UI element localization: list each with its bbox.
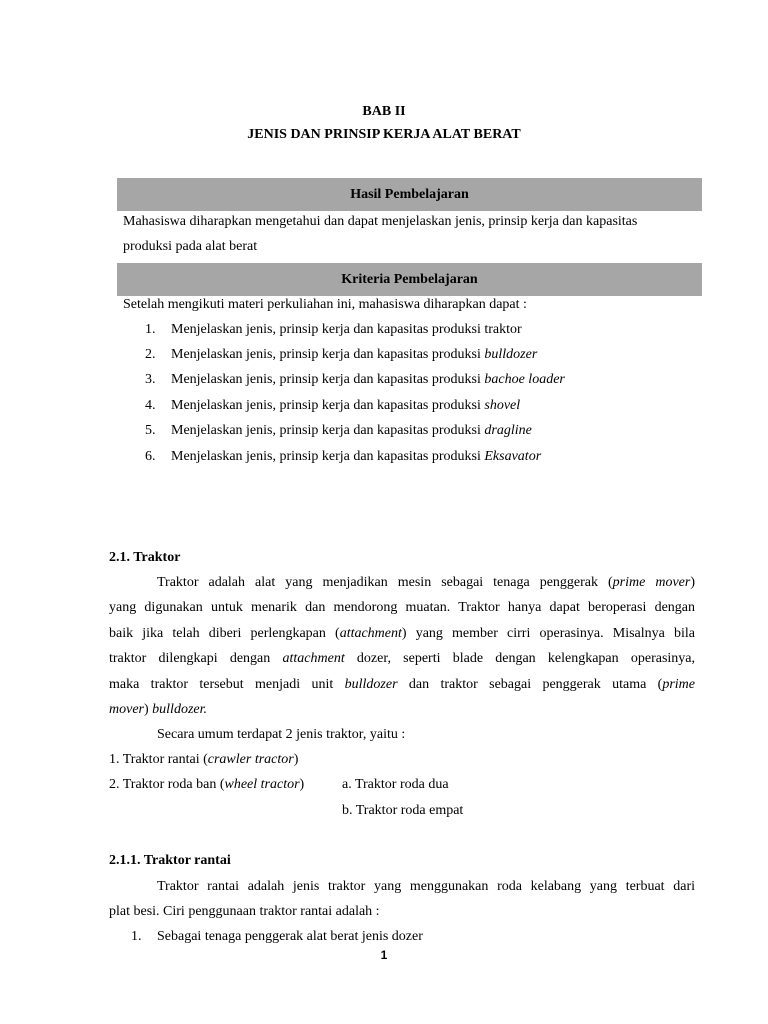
kriteria-heading: Kriteria Pembelajaran	[117, 263, 702, 296]
text-run: dozer, seperti blade dengan kelengkapan operasinya,	[344, 651, 695, 666]
kriteria-item-text: Menjelaskan jenis, prinsip kerja dan kapasitas produksi traktor	[171, 322, 522, 337]
kriteria-item	[145, 322, 522, 338]
hasil-text-line2: produksi pada alat berat	[123, 239, 258, 254]
kriteria-item-emphasis: bulldozer	[484, 347, 538, 362]
text-emphasis: mover	[109, 702, 144, 717]
text-run: maka traktor tersebut menjadi unit	[109, 677, 345, 692]
list-item	[131, 929, 423, 945]
kriteria-item-emphasis: shovel	[484, 398, 521, 413]
kriteria-item	[145, 449, 541, 465]
text-run: 1. Traktor rantai (	[109, 752, 208, 767]
kriteria-item-emphasis: Eksavator	[484, 449, 542, 464]
text-run: 2. Traktor roda ban (	[109, 777, 225, 792]
page-number: 1	[380, 948, 388, 962]
kriteria-item	[145, 347, 537, 363]
kriteria-item-text: Menjelaskan jenis, prinsip kerja dan kapasitas produksi	[171, 372, 485, 387]
section-heading-traktor-rantai: 2.1.1. Traktor rantai	[109, 853, 231, 868]
kriteria-item-text: Menjelaskan jenis, prinsip kerja dan kapasitas produksi	[171, 398, 485, 413]
text-run: dan traktor sebagai penggerak utama (	[397, 677, 663, 692]
kriteria-item-number: 2.	[145, 347, 156, 362]
kriteria-item-text: Menjelaskan jenis, prinsip kerja dan kapasitas produksi	[171, 347, 485, 362]
text-run: )	[293, 752, 299, 767]
paragraph-line	[109, 677, 695, 693]
kriteria-item	[145, 398, 520, 414]
kriteria-item-text: Menjelaskan jenis, prinsip kerja dan kapasitas produksi	[171, 423, 485, 438]
kriteria-item	[145, 372, 565, 388]
tractor-subtype-item: b. Traktor roda empat	[342, 803, 464, 818]
paragraph-line	[157, 575, 695, 591]
kriteria-item-text: Menjelaskan jenis, prinsip kerja dan kapasitas produksi	[171, 449, 485, 464]
chapter-label: BAB II	[362, 104, 406, 119]
kriteria-item-number: 6.	[145, 449, 156, 464]
paragraph-line: plat besi. Ciri penggunaan traktor rantai adalah :	[109, 904, 380, 919]
kriteria-item-emphasis: bachoe loader	[484, 372, 565, 387]
kriteria-item-number: 4.	[145, 398, 156, 413]
list-item-text: Sebagai tenaga penggerak alat berat jenis dozer	[157, 929, 423, 944]
text-emphasis: wheel tractor	[224, 777, 300, 792]
chapter-title: JENIS DAN PRINSIP KERJA ALAT BERAT	[247, 127, 521, 142]
paragraph-line: yang digunakan untuk menarik dan mendorong muatan. Traktor hanya dapat beroperasi dengan	[109, 600, 695, 615]
section-heading-traktor: 2.1. Traktor	[109, 550, 181, 565]
text-run: baik jika telah diberi perlengkapan (	[109, 626, 340, 641]
text-run: )	[144, 702, 153, 717]
hasil-heading: Hasil Pembelajaran	[117, 178, 702, 211]
tractor-type-item	[109, 752, 298, 768]
text-run: )	[299, 777, 305, 792]
paragraph-line: Traktor rantai adalah jenis traktor yang menggunakan roda kelabang yang terbuat dari	[157, 879, 695, 894]
text-emphasis: bulldozer.	[152, 702, 208, 717]
text-run: )	[690, 575, 695, 590]
text-emphasis: crawler tractor	[207, 752, 294, 767]
tractor-type-item	[109, 777, 304, 793]
hasil-text-line1: Mahasiswa diharapkan mengetahui dan dapat menjelaskan jenis, prinsip kerja dan kapasitas	[123, 214, 638, 229]
text-run: traktor dilengkapi dengan	[109, 651, 283, 666]
text-run: Traktor adalah alat yang menjadikan mesin sebagai tenaga penggerak (	[157, 575, 613, 590]
list-item-number: 1.	[131, 929, 142, 944]
text-run: ) yang member cirri operasinya. Misalnya bila	[401, 626, 695, 641]
paragraph-line	[109, 702, 207, 718]
text-emphasis: prime mover	[612, 575, 691, 590]
text-emphasis: attachment	[339, 626, 402, 641]
text-emphasis: attachment	[282, 651, 345, 666]
text-emphasis: prime	[662, 677, 696, 692]
paragraph-line	[109, 626, 695, 642]
kriteria-item-emphasis: dragline	[484, 423, 532, 438]
kriteria-item	[145, 423, 532, 439]
paragraph-line	[109, 651, 695, 667]
text-emphasis: bulldozer	[344, 677, 398, 692]
kriteria-item-number: 5.	[145, 423, 156, 438]
kriteria-intro: Setelah mengikuti materi perkuliahan ini, mahasiswa diharapkan dapat :	[123, 297, 527, 312]
kriteria-item-number: 3.	[145, 372, 156, 387]
tractor-subtype-item: a. Traktor roda dua	[342, 777, 449, 792]
kriteria-item-number: 1.	[145, 322, 156, 337]
paragraph-line: Secara umum terdapat 2 jenis traktor, yaitu :	[157, 727, 406, 742]
